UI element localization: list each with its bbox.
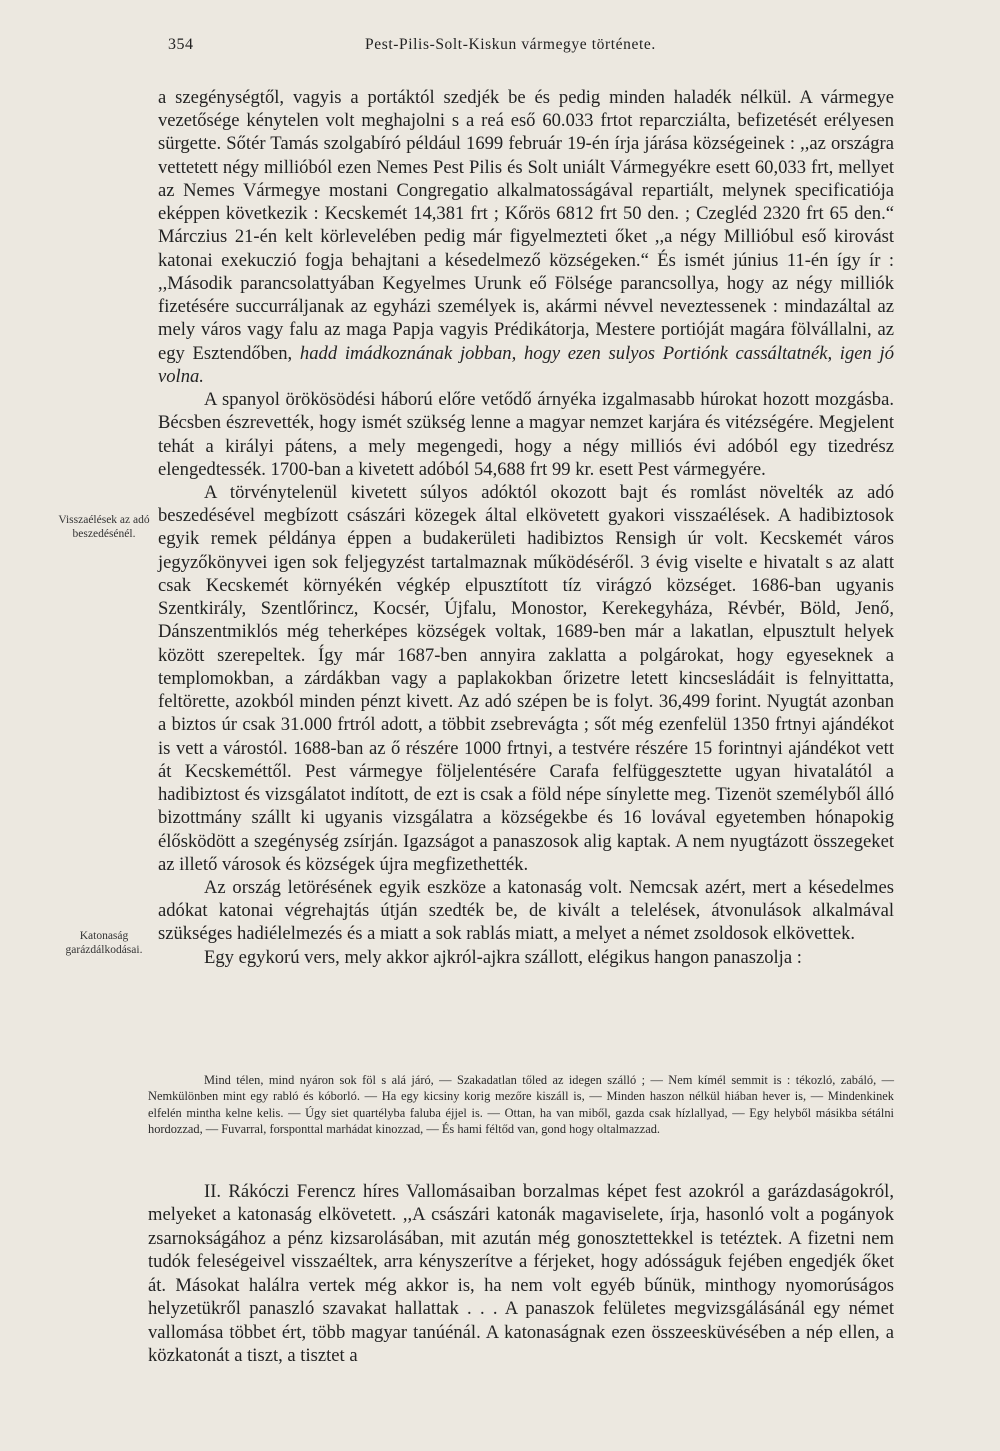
running-head: Pest-Pilis-Solt-Kiskun vármegye története.: [365, 36, 656, 53]
paragraph: Az ország letörésének egyik eszköze a katonaság volt. Nemcsak azért, mert a késedelmes adókat katonai végrehajtás útján szedték be, de kivált a telelések, átvonulások alkalmával szükséges hadiélelmezés és a miatt a sok rablás miatt, a melyet a német zsoldosok elkövettek.: [158, 876, 894, 945]
paragraph-text: a szegénységtől, vagyis a portáktól szedjék be és pedig minden haladék nélkül. A vármegye vezetősége kénytelen volt meghajolni s a reá eső 60.033 frtot reparcziálta, befizetését erélyesen sürgette. Sőtér Tamás szolgabíró például 1699 február 19-én írja járása községeinek : ,,az országra vettetett négy millióból ezen Nemes Pest Pilis és Solt uniált Vármegyékre esett 60,033 frt, mellyet az Nemes Vármegye mostani Congregatio alkalmatosságával repartiált, melynek specificatiója eképpen következik : Kecskemét 14,381 frt ; Kőrös 6812 frt 50 den. ; Czegléd 2320 frt 65 den.“ Márczius 21-én kelt körlevelében pedig már figyelmezteti őket ,,a négy Millióbul eső kirovást katonai exekuczió fogja behajtani a késedelmező községeken.“ És ismét június 11-én így ír : ,,Második parancsolattyában Kegyelmes Urunk eő Fölsége parancsollya, hogy az négy milliók fizetésére succurráljanak az egyházi személyek is, akármi névvel neveztessenek : mindazáltal az mely város vagy falu az maga Papja vagyis Prédikátorja, Mestere portióját magára fölvállalni, az egy Esztendőben,: [158, 87, 894, 364]
paragraph: A törvénytelenül kivetett súlyos adóktól okozott bajt és romlást növelték az adó beszedésével megbízott császári közegek által elkövetett gyakori visszaélések. A hadibiztosok egyik remek példánya éppen a budakerületi hadibiztos Rensigh úr volt. Kecskemét város jegyzőkönyvei igen sok feljegyzést tartalmaznak működéséről. 3 évig viselte e hivatalt s az alatt csak Kecskemét környékén végkép elpusztított tíz virágzó községet. 1686-ban ugyanis Szentkirály, Szentlőrincz, Kocsér, Újfalu, Monostor, Kerekegyháza, Révbér, Böld, Jenő, Dánszentmiklós még teherképes községek voltak, 1689-ben már a lakatlan, elpusztult helyek között szerepeltek. Így már 1687-ben annyira zaklatta a polgárokat, hogy egyeseknek a templomokban, a zárdákban vagy a paplakokban őrizetre letett kincsesládáit is felnyittatta, feltörette, azokból minden pénzt kivett. Az adó szépen be is folyt. 36,499 forint. Nyugtát azonban a biztos úr csak 31.000 frtról adott, a többit zsebrevágta ; sőt még ezenfelül 1350 frtnyi ajándékot is vett a várostól. 1688-ban az ő részére 1000 frtnyi, a testvére részére 15 forintnyi ajándékot vett át Kecskeméttől. Pest vármegye följelentésére Carafa felfüggesztette ugyan hivatalától a hadibiztost és vizsgálatot indított, de ezt is csak a föld népe sínylette meg. Tizenöt személyből álló bizottmány szállt ki ugyanis vizsgálatra a községekbe és 16 lovával egyetemben hónapokig élősködött a szegénység zsírján. Igazságot a panaszosok alig kaptak. A nem nyugtázott összegeket az illető városok és községek újra megfizethették.: [158, 481, 894, 875]
footnote-text: Mind télen, mind nyáron sok föl s alá járó, — Szakadatlan tőled az idegen szálló ; — Nem kímél semmit is : tékozló, zabáló, — Nemkülönben mint egy rabló és kóborló. — Ha egy kicsiny korig mezőre kiszáll is, — Minden haszon nélkül hiában hever is, — Mindenkinek elfelén mintha kelne kelis. — Úgy siet quartélyba faluba éjjel is. — Ottan, ha van miből, gazda csak hízlallyad, — Egy helyből másikba sétálni hordozzad, — Fuvarral, forsponttal marhádat kinozzad, — És hami féltőd van, gond hogy oltalmazzad.: [148, 1073, 894, 1137]
paragraph: A spanyol örökösödési háború előre vetődő árnyéka izgalmasabb húrokat hozott mozgásba. Bécsben észrevették, hogy ismét szükség lenne a magyar nemzet karjára és vitézségére. Megjelent tehát a királyi pátens, a mely megengedi, hogy a négy milliós évi adóból egy tizedrész elengedtessék. 1700-ban a kivetett adóból 54,688 frt 99 kr. esett Pest vármegyére.: [158, 389, 894, 480]
paragraph: Egy egykorú vers, mely akkor ajkról-ajkra szállott, elégikus hangon panaszolja :: [204, 946, 802, 968]
margin-note-military-outrages: Katonaság garázdálkodásai.: [65, 930, 143, 956]
footnote-verse: [148, 1072, 894, 1138]
italic-quote: hadd imádkoznának jobban, hogy ezen sulyos Portiónk cassáltatnék, igen jó volna.: [158, 342, 894, 387]
lower-text: [148, 1180, 894, 1367]
margin-note-tax-abuses: Visszaélések az adó beszedésénél.: [58, 514, 150, 540]
page-number: 354: [168, 36, 194, 53]
main-text: [158, 86, 894, 969]
paragraph: II. Rákóczi Ferencz híres Vallomásaiban borzalmas képet fest azokról a garázdaságokról, melyeket a katonaság elkövetett. ,,A császári katonák magaviselete, írja, hasonló volt a pogányok zsarnokságához a pénz kizsarolásában, mit azután még gonosztettekkel is tetéztek. A fizetni nem tudók feleségeivel visszaéltek, arra kényszerítve a férjeket, hogy adósságuk fejében engedjék őket át. Másokat halálra vertek még akkor is, ha nem volt egyéb bűnük, minthogy nyomorúságos helyzetükről panaszló szavakat hallattak . . . A panaszok felületes megvizsgálásánál egy német vallomása többet ért, több magyar tanúénál. A katonaságnak ezen összeesküvésében a nép ellen, a közkatonát a tiszt, a tisztet a: [148, 1181, 894, 1366]
paragraph: [158, 86, 894, 388]
